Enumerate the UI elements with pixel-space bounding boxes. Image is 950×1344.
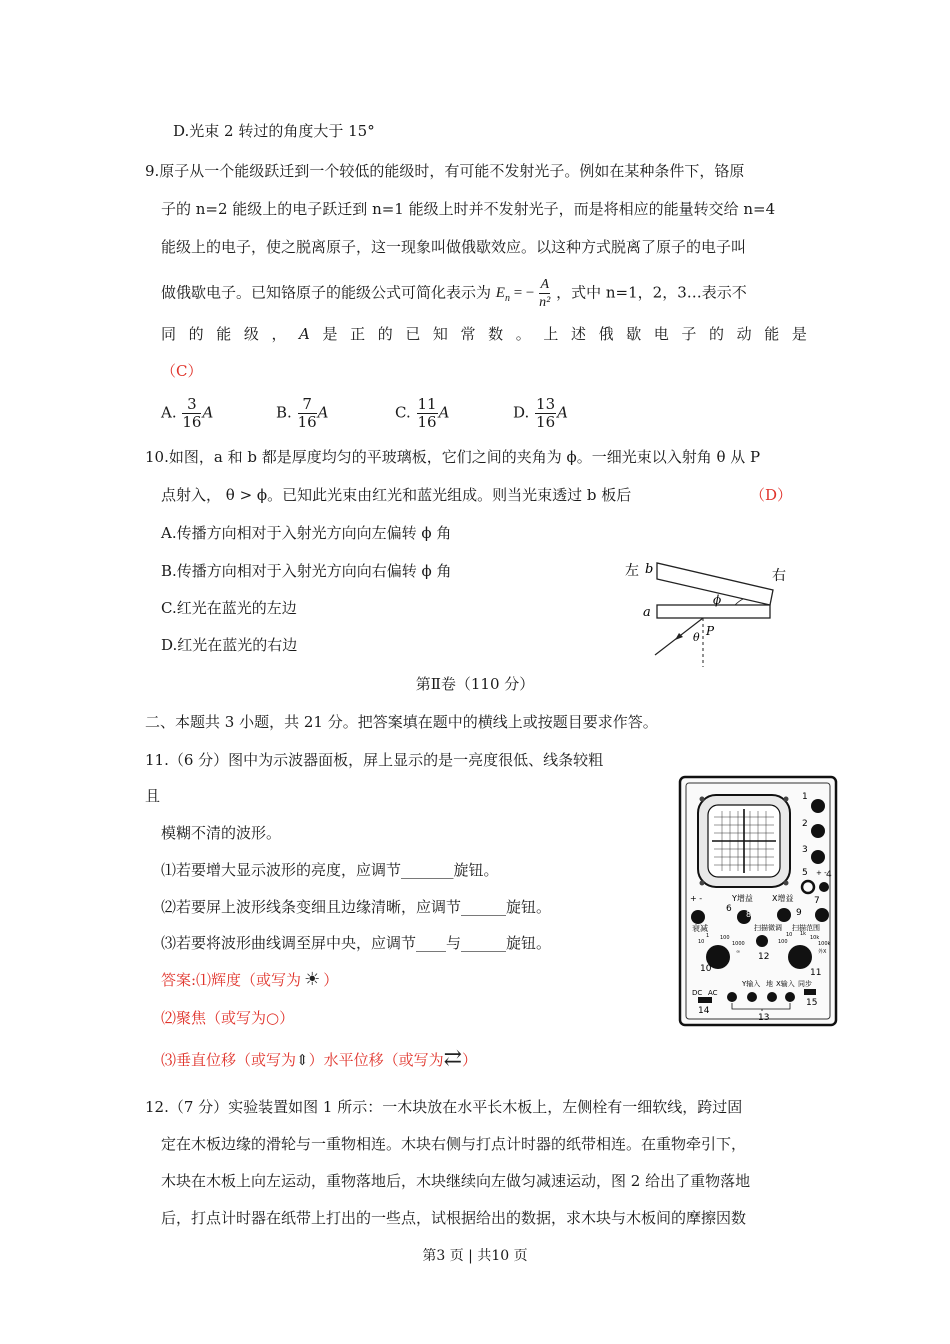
q9-line-5-char: 数: [488, 325, 504, 343]
q9-line-4-post: ，式中 n=1，2，3…表示不: [556, 283, 747, 302]
q10-line-1: 10.如图，a 和 b 都是厚度均匀的平玻璃板，它们之间的夹角为 ϕ。一细光束以入射角 θ 从 P: [145, 448, 761, 466]
q9-line-4: [161, 276, 747, 311]
option-fraction: [182, 396, 201, 431]
knob-7[interactable]: [815, 908, 829, 922]
q9-line-5-char: 的: [188, 325, 204, 343]
ground-label: 地: [766, 980, 773, 988]
label-b: b: [645, 562, 654, 577]
formula-lhs: E: [495, 284, 505, 301]
x-gain-label: X增益: [772, 894, 794, 903]
sync-switch[interactable]: [804, 989, 816, 995]
option-label: D.: [513, 403, 530, 422]
section-instructions: 二、本题共 3 小题，共 21 分。把答案填在题中的横线上或按题目要求作答。: [145, 713, 658, 731]
frac-num: 13: [536, 395, 556, 413]
knob-11-label: 11: [810, 968, 822, 978]
range-val-100: 100: [778, 939, 788, 945]
knob-10-label: 10: [700, 964, 712, 974]
screw-icon: [784, 881, 789, 886]
oscilloscope-panel: [676, 773, 840, 1029]
option-unit: A: [557, 403, 568, 422]
q10-line-2: 点射入， θ > ϕ。已知此光束由红光和蓝光组成。则当光束透过 b 板后: [161, 486, 632, 504]
glass-plates-diagram: [615, 555, 795, 670]
knob-4[interactable]: [819, 882, 829, 892]
horizontal-shift-icon: ⇄: [443, 1046, 463, 1071]
ans1-text: 答案:⑴辉度（或写为: [161, 971, 302, 989]
knob-7-label: 7: [814, 896, 820, 906]
knob-6-label: 6: [726, 904, 732, 914]
knob-8-label: 8: [746, 910, 752, 919]
screw-icon: [700, 797, 705, 802]
knob-2-label: 2: [802, 819, 808, 829]
knob-9-label: 9: [796, 908, 802, 918]
formula-num: A: [540, 277, 550, 292]
q11-answer-1: [161, 970, 338, 990]
range-val-100k: 100k: [818, 941, 831, 947]
q9-line-5-char: 的: [377, 325, 393, 343]
option-unit: A: [438, 403, 450, 422]
knob-6-pm: + -: [690, 894, 703, 903]
knob-3-label: 3: [802, 845, 808, 855]
q12-line-4: 后，打点计时器在纸带上打出的一些点，试根据给出的数据，求木块与木板间的摩擦因数: [161, 1209, 747, 1227]
ans1-close: ）: [323, 971, 339, 989]
option-label: C.: [395, 403, 411, 422]
q9-line-5-char: 能: [216, 325, 232, 343]
vertical-shift-icon: ⇕: [296, 1051, 309, 1069]
knob-5-pm: + -: [816, 869, 827, 877]
q9-line-5-char: 级: [243, 325, 259, 343]
page-footer: 第3 页 | 共10 页: [422, 1248, 528, 1264]
q9-line-5-char: 歇: [626, 325, 642, 343]
att-val-100: 100: [720, 935, 730, 941]
y-input-jack[interactable]: [727, 992, 737, 1002]
label-p: P: [706, 624, 715, 638]
option-fraction: [298, 396, 317, 431]
q9-option-b: [276, 396, 329, 431]
q12-line-3: 木块在木板上向左运动，重物落地后，木块继续向左做匀减速运动，图 2 给出了重物落地: [161, 1172, 751, 1190]
q9-line-5-char: ，: [271, 325, 287, 343]
q10-option-d: D.红光在蓝光的右边: [161, 636, 298, 654]
q12-line-1: 12.（7 分）实验装置如图 1 所示：一木块放在水平长木板上，左侧栓有一细软线，跨过固: [145, 1098, 743, 1116]
knob-13-label: 13: [758, 1013, 770, 1023]
q11-sub-3: ⑶若要将波形曲线调至屏中央，应调节____与______旋钮。: [161, 934, 552, 952]
y-input-jack-2[interactable]: [747, 992, 757, 1002]
q9-answer: （C）: [161, 362, 203, 380]
q9-line-5-char: 常: [460, 325, 476, 343]
q9-line-5-char: 知: [432, 325, 448, 343]
q9-option-d: [513, 396, 568, 431]
q11-line-2: 且: [145, 787, 161, 805]
label-a: a: [643, 605, 651, 620]
range-val-10: 10: [786, 932, 793, 938]
q9-line-1: 9.原子从一个能级跃迁到一个较低的能级时，有可能不发射光子。例如在某种条件下，铬原: [145, 162, 745, 180]
knob-8[interactable]: [691, 910, 705, 924]
q9-line-5-char: A: [299, 325, 310, 343]
q11-answer-3: [161, 1046, 478, 1071]
att-val-1000: 1000: [732, 941, 745, 947]
range-val-1k: 1k: [800, 931, 807, 937]
q12-line-2: 定在木板边缘的滑轮与一重物相连。木块右侧与打点计时器的纸带相连。在重物牵引下，: [161, 1135, 747, 1153]
knob-3[interactable]: [811, 850, 825, 864]
option-fraction: [535, 396, 556, 431]
ans3-text-a: ⑶垂直位移（或写为: [161, 1051, 297, 1069]
q10-option-b: B.传播方向相对于入射光方向向右偏转 ϕ 角: [161, 562, 452, 580]
sync-label: 同步: [798, 980, 812, 988]
q8-option-d: D.光束 2 转过的角度大于 15°: [173, 122, 375, 140]
knob-1-label: 1: [802, 792, 808, 802]
energy-formula: [496, 276, 552, 311]
knob-14-label: 14: [698, 1006, 710, 1016]
knob-5-label: 5: [802, 868, 808, 878]
q9-line-5-char: 是: [791, 325, 807, 343]
q9-line-5-char: 俄: [598, 325, 614, 343]
y-gain-label: Y增益: [732, 894, 753, 903]
q11-sub-2: ⑵若要屏上波形线条变细且边缘清晰，应调节______旋钮。: [161, 898, 552, 916]
att-val-10: 10: [698, 939, 705, 945]
q9-line-5-char: 同: [161, 325, 177, 343]
y-input-label: Y输入: [742, 980, 761, 988]
attenuation-label: 衰减: [692, 924, 708, 933]
q9-option-c: [395, 396, 449, 431]
frac-den: 16: [182, 413, 202, 431]
q9-line-5-char: 上: [543, 325, 559, 343]
q10-option-a: A.传播方向相对于入射光方向向左偏转 ϕ 角: [161, 524, 452, 542]
screw-icon: [700, 881, 705, 886]
sweep-fine-knob[interactable]: [756, 935, 768, 947]
phi-arc: [735, 599, 743, 605]
x-input-label: X输入: [776, 980, 795, 988]
ac-label: AC: [708, 989, 718, 997]
label-phi: ϕ: [713, 593, 722, 607]
q11-line-1: 11.（6 分）图中为示波器面板，屏上显示的是一亮度很低、线条较粗: [145, 751, 604, 769]
dc-label: DC: [692, 989, 703, 997]
formula-den: n²: [539, 295, 551, 310]
sweep-range-label: 扫描范围: [792, 924, 820, 932]
x-input-jack[interactable]: [785, 992, 795, 1002]
knob-15-label: 15: [806, 998, 818, 1008]
q9-line-5-char: 子: [681, 325, 697, 343]
formula-sub: n: [504, 292, 510, 304]
option-unit: A: [317, 403, 329, 422]
option-label: A.: [161, 403, 177, 422]
label-right: 右: [772, 568, 786, 584]
label-left: 左: [625, 563, 639, 579]
brightness-icon: ☀: [304, 969, 321, 990]
option-label: B.: [276, 403, 292, 422]
sweep-range-knob[interactable]: [788, 945, 812, 969]
q9-line-2: 子的 n=2 能级上的电子跃迁到 n=1 能级上时并不发射光子，而是将相应的能量转交给 n=4: [161, 200, 776, 218]
option-unit: A: [202, 403, 214, 422]
x-gain-knob[interactable]: [777, 908, 791, 922]
att-val-1: 1: [706, 933, 710, 939]
q9-line-5-char: 述: [570, 325, 586, 343]
frac-den: 16: [417, 413, 437, 431]
q9-line-4-pre: 做俄歇电子。已知铬原子的能级公式可简化表示为: [161, 283, 492, 302]
ans3-close: ）: [462, 1051, 478, 1069]
knob-2[interactable]: [811, 824, 825, 838]
label-theta: θ: [693, 631, 700, 644]
formula-fraction: [539, 276, 550, 311]
frac-num: 7: [298, 396, 317, 414]
q9-line-5-char: 正: [350, 325, 366, 343]
frac-num: 3: [182, 396, 201, 414]
frac-den: 16: [536, 413, 556, 431]
frac-den: 16: [297, 413, 317, 431]
frac-num: 11: [417, 395, 437, 413]
sweep-fine-label: 扫描微调: [754, 924, 782, 932]
q9-line-5-char: 。: [515, 325, 531, 343]
formula-eq: = −: [513, 284, 535, 301]
screw-icon: [784, 797, 789, 802]
option-fraction: [417, 396, 438, 431]
q9-option-a: [161, 396, 213, 431]
q9-line-3: 能级上的电子，使之脱离原子，这一现象叫做俄歇效应。以这种方式脱离了原子的电子叫: [161, 238, 747, 256]
q11-sub-1: ⑴若要增大显示波形的亮度，应调节_______旋钮。: [161, 861, 499, 879]
q9-line-5-char: 已: [405, 325, 421, 343]
range-val-10k: 10k: [810, 935, 820, 941]
q9-line-5-char: 电: [653, 325, 669, 343]
knob-12-label: 12: [758, 952, 770, 962]
knob-4-label: 4: [826, 870, 832, 880]
range-val-ext: 外X: [818, 949, 827, 955]
ground-jack[interactable]: [767, 992, 777, 1002]
q9-line-5-char: 是: [322, 325, 338, 343]
q10-answer: （D）: [750, 486, 793, 504]
dc-ac-switch[interactable]: [698, 997, 712, 1003]
att-val-inf: ∞: [736, 949, 741, 955]
ans3-text-b: ）水平位移（或写为: [308, 1051, 444, 1069]
q9-line-5-char: 能: [764, 325, 780, 343]
knob-1[interactable]: [811, 799, 825, 813]
q9-line-5-char: 的: [709, 325, 725, 343]
section-title: 第Ⅱ卷（110 分）: [415, 675, 535, 693]
q9-line-5-char: 动: [736, 325, 752, 343]
q10-option-c: C.红光在蓝光的左边: [161, 599, 297, 617]
q9-line-5: [161, 324, 807, 344]
q11-answer-2: ⑵聚焦（或写为○）: [161, 1009, 295, 1027]
q11-line-3: 模糊不清的波形。: [161, 824, 282, 842]
